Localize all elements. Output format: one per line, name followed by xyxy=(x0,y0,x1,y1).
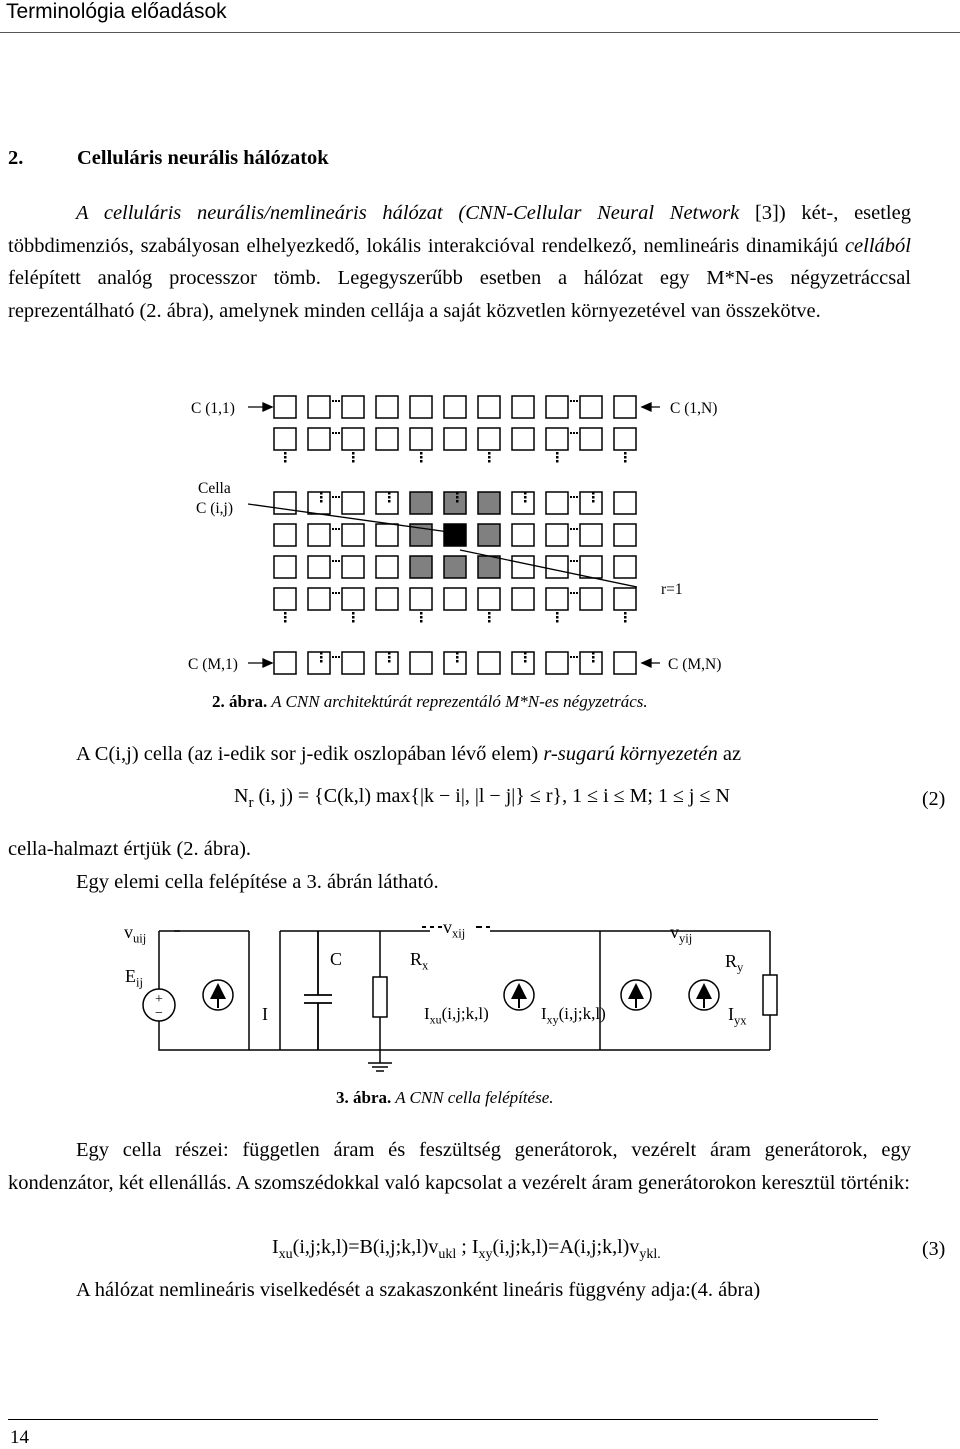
column-ellipsis-dot xyxy=(488,616,491,619)
figure-3-text: A CNN cella felépítése. xyxy=(391,1088,554,1107)
grid-cell xyxy=(478,556,500,578)
grid-cell xyxy=(580,524,602,546)
row-ellipsis-dot xyxy=(570,400,572,402)
column-ellipsis-dot xyxy=(592,656,595,659)
row-ellipsis-dot xyxy=(576,592,578,594)
row-ellipsis-dot xyxy=(338,656,340,658)
label-vuij: $v_{uij}$ xyxy=(124,922,147,946)
label-eij: $E_{ij}$ xyxy=(125,966,143,990)
grid-cell xyxy=(614,492,636,514)
grid-cell xyxy=(444,652,466,674)
footer-rule xyxy=(8,1419,878,1420)
grid-cell xyxy=(478,396,500,418)
row-ellipsis-dot xyxy=(338,400,340,402)
label-current-i: I xyxy=(262,1004,268,1024)
grid-cell xyxy=(308,492,330,514)
grid-cell xyxy=(478,492,500,514)
grid-cell xyxy=(580,396,602,418)
grid-cell xyxy=(342,652,364,674)
grid-cell xyxy=(546,588,568,610)
equation-3-number: (3) xyxy=(922,1238,946,1260)
grid-cell xyxy=(274,396,296,418)
row-ellipsis-dot xyxy=(332,496,334,498)
column-ellipsis-dot xyxy=(352,456,355,459)
neighborhood-italic: r-sugarú környezetén xyxy=(543,743,718,765)
column-ellipsis-dot xyxy=(624,456,627,459)
column-ellipsis-dot xyxy=(624,460,627,463)
source-minus: − xyxy=(155,1006,163,1021)
grid-cell xyxy=(376,492,398,514)
current-source-iyx xyxy=(689,980,719,1010)
header-rule xyxy=(0,32,960,33)
label-ixy: $I_{xy}(i,j;k,l)$ xyxy=(541,1004,606,1027)
grid-cell xyxy=(614,428,636,450)
neighborhood-text-2: az xyxy=(717,743,742,765)
row-ellipsis-dot xyxy=(332,400,334,402)
grid-cell xyxy=(546,652,568,674)
column-ellipsis-dot xyxy=(624,612,627,615)
intro-paragraph xyxy=(8,197,911,327)
column-ellipsis-dot xyxy=(352,616,355,619)
row-ellipsis-dot xyxy=(570,528,572,530)
row-ellipsis-dot xyxy=(570,656,572,658)
grid-cell xyxy=(512,556,534,578)
column-ellipsis-dot xyxy=(556,612,559,615)
grid-cell xyxy=(410,556,432,578)
row-ellipsis-dot xyxy=(573,560,575,562)
grid-cell xyxy=(546,524,568,546)
grid-cell xyxy=(546,428,568,450)
figure-2-caption xyxy=(212,692,648,712)
column-ellipsis-dot xyxy=(352,620,355,623)
grid-cell xyxy=(444,396,466,418)
row-ellipsis-dot xyxy=(570,592,572,594)
row-ellipsis-dot xyxy=(332,656,334,658)
grid-cell xyxy=(478,428,500,450)
column-ellipsis-dot xyxy=(420,612,423,615)
row-ellipsis-dot xyxy=(335,656,337,658)
column-ellipsis-dot xyxy=(524,496,527,499)
grid-cell xyxy=(308,428,330,450)
neighborhood-sentence xyxy=(76,738,916,771)
grid-cell xyxy=(410,588,432,610)
column-ellipsis-dot xyxy=(556,460,559,463)
grid-cell xyxy=(410,492,432,514)
row-ellipsis-dot xyxy=(335,400,337,402)
eq2-n: N xyxy=(234,785,249,807)
row-ellipsis-dot xyxy=(570,432,572,434)
label-c11: C (1,1) xyxy=(191,400,235,417)
grid-cell xyxy=(376,524,398,546)
label-vxij: $v_{xij}$ xyxy=(443,917,466,941)
column-ellipsis-dot xyxy=(556,456,559,459)
row-ellipsis-dot xyxy=(570,496,572,498)
running-header: Terminológia előadások xyxy=(6,0,227,23)
grid-cell xyxy=(410,652,432,674)
resistor-ry xyxy=(763,975,777,1015)
column-ellipsis-dot xyxy=(524,492,527,495)
label-iyx: $I_{yx}$ xyxy=(728,1004,747,1028)
column-ellipsis-dot xyxy=(624,616,627,619)
row-ellipsis-dot xyxy=(332,528,334,530)
label-c1n: C (1,N) xyxy=(670,400,718,417)
grid-cell xyxy=(376,588,398,610)
column-ellipsis-dot xyxy=(388,492,391,495)
column-ellipsis-dot xyxy=(388,656,391,659)
column-ellipsis-dot xyxy=(420,452,423,455)
column-ellipsis-dot xyxy=(420,616,423,619)
row-ellipsis-dot xyxy=(332,432,334,434)
cm1-arrow-head xyxy=(263,659,272,667)
figure-2-text: A CNN architektúrát reprezentáló M*N-es négyzetrács. xyxy=(267,692,648,711)
column-ellipsis-dot xyxy=(320,496,323,499)
eq2-r: r xyxy=(248,795,254,811)
row-ellipsis-dot xyxy=(335,496,337,498)
grid-cell xyxy=(274,428,296,450)
figure-3-number: 3. ábra. xyxy=(336,1088,392,1107)
grid-cell xyxy=(580,652,602,674)
column-ellipsis-dot xyxy=(284,620,287,623)
column-ellipsis-dot xyxy=(284,456,287,459)
column-ellipsis-dot xyxy=(592,652,595,655)
grid-cell xyxy=(444,492,466,514)
capacitor-symbol xyxy=(304,931,332,1050)
label-cm1: C (M,1) xyxy=(188,656,238,673)
label-cij: C (i,j) xyxy=(196,500,234,517)
figure-2-number: 2. ábra. xyxy=(212,692,268,711)
grid-cell xyxy=(580,588,602,610)
column-ellipsis-dot xyxy=(284,460,287,463)
grid-cell xyxy=(512,492,534,514)
column-ellipsis-dot xyxy=(524,660,527,663)
intro-italic-cell: cellából xyxy=(844,234,911,257)
column-ellipsis-dot xyxy=(420,620,423,623)
column-ellipsis-dot xyxy=(556,620,559,623)
column-ellipsis-dot xyxy=(592,500,595,503)
grid-cell xyxy=(342,428,364,450)
label-rx: $R_x$ xyxy=(410,949,429,973)
voltage-source xyxy=(143,989,175,1021)
grid-cell xyxy=(580,492,602,514)
column-ellipsis-dot xyxy=(320,652,323,655)
grid-cell xyxy=(614,652,636,674)
row-ellipsis-dot xyxy=(576,400,578,402)
closing-sentence: A hálózat nemlineáris viselkedését a szakaszonként lineáris függvény adja:(4. ábra) xyxy=(76,1279,761,1301)
intro-text-2: felépített analóg processzor tömb. Legegyszerűbb esetben a hálózat egy M*N-es négyzetráccsal reprezentálható (2. ábra), amelynek minden cellája a saját közvetlen környezetével van összekötve. xyxy=(8,267,911,322)
grid-cell xyxy=(512,524,534,546)
row-ellipsis-dot xyxy=(576,560,578,562)
current-source-ixu xyxy=(504,980,534,1010)
grid-cell xyxy=(410,396,432,418)
grid-cell xyxy=(410,428,432,450)
column-ellipsis-dot xyxy=(488,456,491,459)
c11-arrow-head xyxy=(263,403,272,411)
grid-cells xyxy=(274,396,636,674)
column-ellipsis-dot xyxy=(624,620,627,623)
column-ellipsis-dot xyxy=(456,660,459,663)
eq2-body: {C(k,l) max{|k − i|, |l − j|} ≤ r}, 1 ≤ i ≤ M; 1 ≤ j ≤ N xyxy=(314,785,730,807)
figure-3-caption xyxy=(336,1088,554,1108)
grid-cell xyxy=(376,396,398,418)
column-ellipsis-dot xyxy=(524,500,527,503)
resistor-rx xyxy=(373,931,387,1050)
neighborhood-text-1: A C(i,j) cella (az i-edik sor j-edik oszlopában lévő elem) xyxy=(76,743,544,765)
grid-cell xyxy=(614,524,636,546)
ground-symbol xyxy=(368,1050,392,1071)
label-cmn: C (M,N) xyxy=(668,656,722,673)
row-ellipsis-dot xyxy=(573,432,575,434)
row-ellipsis-dot xyxy=(332,560,334,562)
column-ellipsis-dot xyxy=(284,616,287,619)
grid-cell xyxy=(376,428,398,450)
column-ellipsis-dot xyxy=(352,460,355,463)
column-ellipsis-dot xyxy=(388,500,391,503)
label-ry: $R_y$ xyxy=(725,951,744,975)
grid-cell xyxy=(546,396,568,418)
grid-cell xyxy=(580,428,602,450)
eq2-args: (i, j) = xyxy=(258,785,310,807)
column-ellipsis-dot xyxy=(456,496,459,499)
current-source-ixy xyxy=(621,980,651,1010)
column-ellipsis-dot xyxy=(524,652,527,655)
row-ellipsis-dot xyxy=(335,560,337,562)
grid-cell xyxy=(614,556,636,578)
grid-cell xyxy=(308,652,330,674)
grid-cell xyxy=(308,556,330,578)
row-ellipsis-dot xyxy=(576,432,578,434)
grid-cell xyxy=(376,556,398,578)
column-ellipsis-dot xyxy=(592,496,595,499)
row-ellipsis-dot xyxy=(573,496,575,498)
grid-cell xyxy=(512,428,534,450)
cnn-grid-figure xyxy=(0,380,960,690)
grid-cell xyxy=(274,588,296,610)
row-ellipsis-dot xyxy=(335,528,337,530)
page-number: 14 xyxy=(10,1427,29,1448)
grid-cell xyxy=(478,524,500,546)
row-ellipsis-dot xyxy=(573,656,575,658)
grid-cell xyxy=(614,396,636,418)
row-ellipsis-dot xyxy=(338,592,340,594)
row-ellipsis-dot xyxy=(576,528,578,530)
grid-cell xyxy=(444,428,466,450)
grid-cell xyxy=(308,524,330,546)
cell-structure-sentence: Egy elemi cella felépítése a 3. ábrán látható. xyxy=(76,871,439,893)
grid-cell xyxy=(342,556,364,578)
grid-cell xyxy=(444,556,466,578)
section-title: Celluláris neurális hálózatok xyxy=(77,147,329,169)
grid-cell xyxy=(478,652,500,674)
label-vyij: $v_{yij}$ xyxy=(670,922,693,946)
grid-cell xyxy=(274,652,296,674)
row-ellipsis-dot xyxy=(573,528,575,530)
column-ellipsis-dot xyxy=(420,456,423,459)
grid-cell xyxy=(512,396,534,418)
column-ellipsis-dot xyxy=(352,452,355,455)
label-ixu: $I_{xu}(i,j;k,l)$ xyxy=(424,1004,489,1027)
label-cella: Cella xyxy=(198,480,231,497)
grid-cell xyxy=(274,556,296,578)
column-ellipsis-dot xyxy=(320,660,323,663)
row-ellipsis-dot xyxy=(570,560,572,562)
row-ellipsis-dot xyxy=(576,656,578,658)
column-ellipsis-dot xyxy=(388,660,391,663)
grid-cell xyxy=(546,556,568,578)
column-ellipsis-dot xyxy=(592,660,595,663)
row-ellipsis-dot xyxy=(335,432,337,434)
c1n-arrow-head xyxy=(642,403,651,411)
column-ellipsis-dot xyxy=(388,496,391,499)
grid-cell xyxy=(444,588,466,610)
column-ellipsis-dot xyxy=(556,452,559,455)
row-ellipsis-dot xyxy=(338,496,340,498)
parts-paragraph: Egy cella részei: független áram és feszültség generátorok, vezérelt áram generátorok, egy kondenzátor, két ellenállás. A szomszédokkal való kapcsolat a vezérelt áram generátorokon keresztül történik: xyxy=(8,1139,911,1194)
column-ellipsis-dot xyxy=(488,452,491,455)
grid-cell xyxy=(580,556,602,578)
row-ellipsis-dot xyxy=(573,400,575,402)
row-ellipsis-dot xyxy=(332,592,334,594)
equation-3: $I_{xu}(i,j;k,l)=B(i,j;k,l)v_{ukl}$ ; $I_{xy}(i,j;k,l)=A(i,j;k,l)v_{ykl.}$ xyxy=(272,1236,661,1262)
column-ellipsis-dot xyxy=(488,620,491,623)
neighborhood-continuation: cella-halmazt értjük (2. ábra). xyxy=(8,838,252,860)
column-ellipsis-dot xyxy=(420,460,423,463)
grid-cell xyxy=(342,492,364,514)
grid-cell xyxy=(342,524,364,546)
grid-cell xyxy=(512,588,534,610)
column-ellipsis-dot xyxy=(592,492,595,495)
column-ellipsis-dot xyxy=(320,492,323,495)
equation-2-number: (2) xyxy=(922,788,946,810)
grid-cell xyxy=(308,396,330,418)
grid-cell xyxy=(342,588,364,610)
label-radius: r=1 xyxy=(661,581,683,598)
row-ellipsis-dot xyxy=(335,592,337,594)
row-ellipsis-dot xyxy=(576,496,578,498)
label-capacitor: C xyxy=(330,949,343,969)
column-ellipsis-dot xyxy=(456,656,459,659)
source-plus: + xyxy=(155,992,163,1007)
column-ellipsis-dot xyxy=(456,652,459,655)
grid-cell xyxy=(512,652,534,674)
column-ellipsis-dot xyxy=(388,652,391,655)
section-number: 2. xyxy=(8,147,24,169)
column-ellipsis-dot xyxy=(284,612,287,615)
column-ellipsis-dot xyxy=(524,656,527,659)
grid-cell xyxy=(274,524,296,546)
current-source-i xyxy=(203,980,233,1010)
column-ellipsis-dot xyxy=(284,452,287,455)
grid-cell xyxy=(342,396,364,418)
grid-cell xyxy=(478,588,500,610)
cmn-arrow-head xyxy=(642,659,651,667)
row-ellipsis-dot xyxy=(338,432,340,434)
column-ellipsis-dot xyxy=(456,492,459,495)
intro-italic: A celluláris neurális/nemlineáris hálózat (CNN-Cellular Neural Network xyxy=(76,202,740,224)
column-ellipsis-dot xyxy=(456,500,459,503)
grid-cell xyxy=(546,492,568,514)
row-ellipsis-dot xyxy=(338,560,340,562)
column-ellipsis-dot xyxy=(352,612,355,615)
column-ellipsis-dot xyxy=(488,460,491,463)
column-ellipsis-dot xyxy=(488,612,491,615)
row-ellipsis-dot xyxy=(573,592,575,594)
grid-cell xyxy=(614,588,636,610)
intro-text-1: [3]) két-, esetleg többdimenziós, szabályosan elhelyezkedő, lokális interakcióval rendelkező, nemlineáris dinamikájú xyxy=(8,202,911,257)
column-ellipsis-dot xyxy=(320,500,323,503)
column-ellipsis-dot xyxy=(624,452,627,455)
equation-2 xyxy=(234,785,730,812)
column-ellipsis-dot xyxy=(556,616,559,619)
grid-cell xyxy=(376,652,398,674)
column-ellipsis-dot xyxy=(320,656,323,659)
grid-cell xyxy=(308,588,330,610)
row-ellipsis-dot xyxy=(338,528,340,530)
